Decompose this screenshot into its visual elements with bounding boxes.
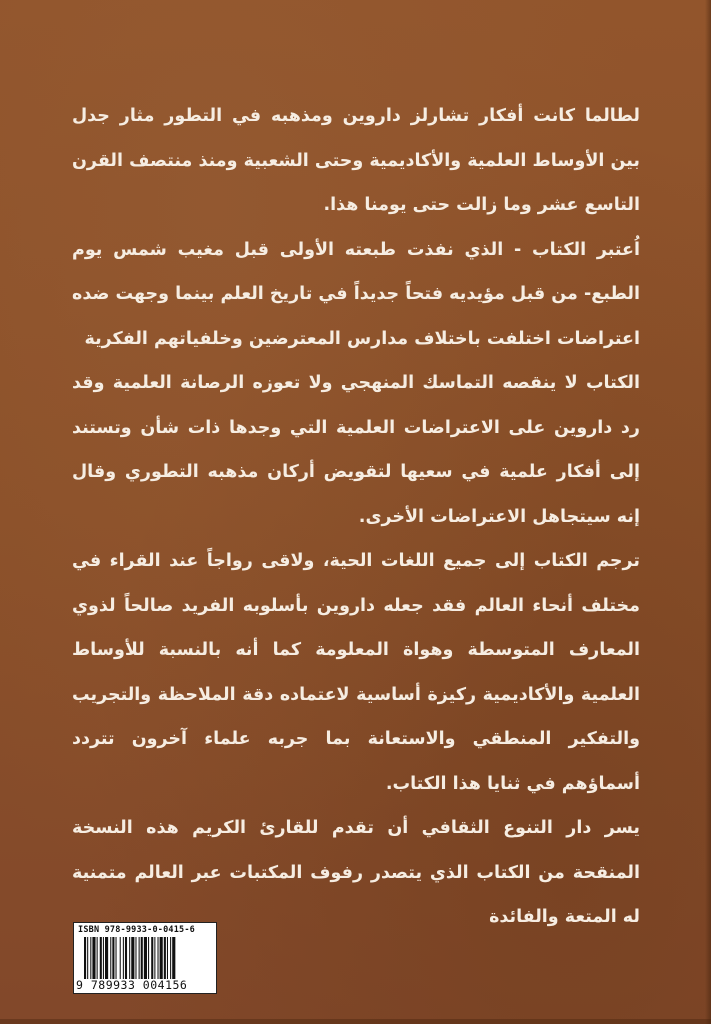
- blurb-paragraph-3: الكتاب لا ينقصه التماسك المنهجي ولا تعوزه الرصانة العلمية وقد رد داروين على الاعتراضات العلمية التي وجدها ذات شأن وتستند إلى أفكار علمية في سعيها لتقويض أركان مذهبه التطوري وقال إنه سيتجاهل الاعتراضات الأخرى.: [72, 373, 640, 527]
- isbn-digits: 9 789933 004156: [76, 978, 188, 992]
- blurb-paragraph-4: ترجم الكتاب إلى جميع اللغات الحية، ولاقى رواجاً عند القراء في مختلف أنحاء العالم فقد جعله داروين بأسلوبه الفريد صالحاً لذوي المعارف المتوسطة وهواة المعلومة كما أنه بالنسبة للأوساط العلمية والأكاديمية ركيزة أساسية لاعتماده دقة الملاحظة والتجريب والتفكير المنطقي والاستعانة بما جربه علماء آخرون تتردد أسماؤهم في ثنايا هذا الكتاب.: [72, 551, 640, 794]
- cover-edge-shadow: [705, 0, 711, 1024]
- blurb-paragraph-2: اُعتبر الكتاب - الذي نفذت طبعته الأولى قبل مغيب شمس يوم الطبع- من قبل مؤيديه فتحاً جديداً في تاريخ العلم بينما وجهت ضده اعتراضات اختلفت باختلاف مدارس المعترضين وخلفياتهم الفكرية: [72, 239, 640, 349]
- isbn-barcode: [73, 922, 217, 994]
- blurb-text: [72, 94, 640, 940]
- cover-bottom-edge: [0, 1019, 711, 1024]
- barcode-icon: [84, 937, 208, 979]
- blurb-paragraph-1: لطالما كانت أفكار تشارلز داروين ومذهبه في التطور مثار جدل بين الأوساط العلمية والأكاديمية وحتى الشعبية ومنذ منتصف القرن التاسع عشر وما زالت حتى يومنا هذا.: [72, 106, 640, 215]
- blurb-paragraph-5: يسر دار التنوع الثقافي أن تقدم للقارئ الكريم هذه النسخة المنقحة من الكتاب الذي يتصدر رفوف المكتبات عبر العالم متمنية له المتعة والفائدة: [72, 818, 640, 927]
- isbn-label: ISBN 978-9933-0-0415-6: [78, 925, 195, 935]
